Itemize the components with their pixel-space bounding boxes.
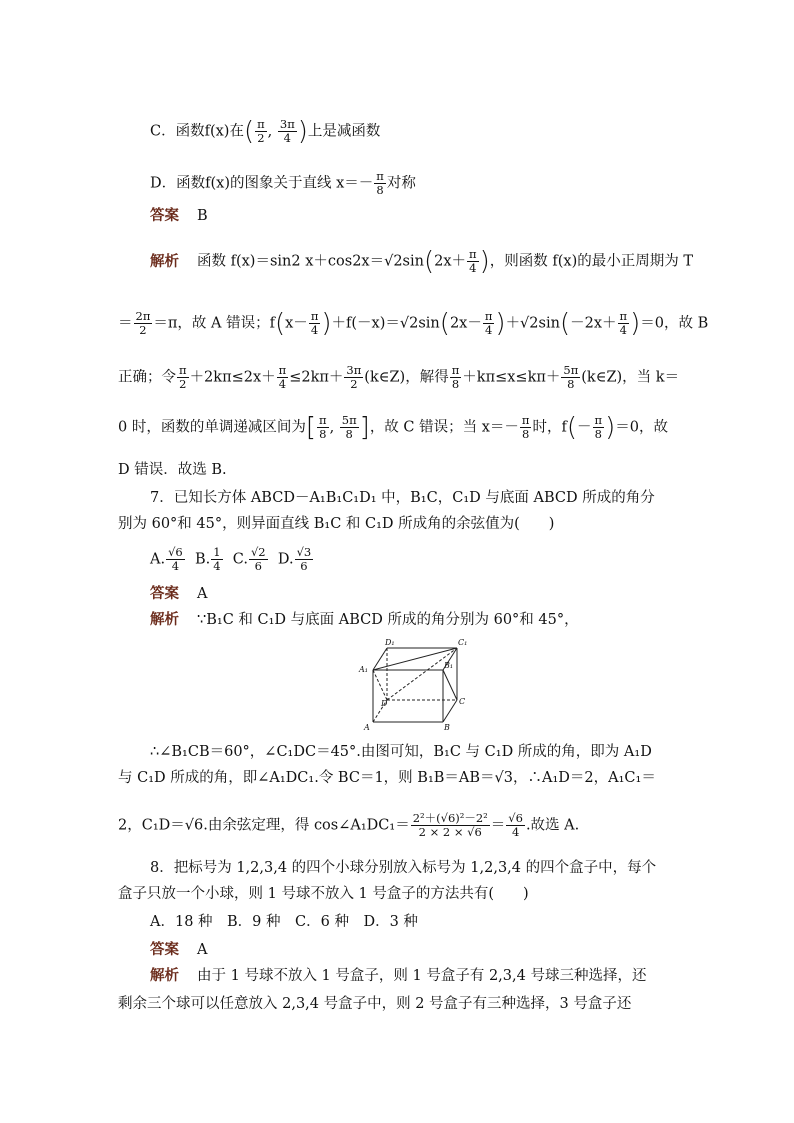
solution-line: 剩余三个球可以任意放入 2,3,4 号盒子中，则 2 号盒子有三种选择，3 号盒子还 [118,996,632,1012]
paren-right: ) [630,308,641,339]
fraction: $\frac{√3}{6}$ [296,545,312,573]
solution-text: ≤2kπ＋ [289,369,344,386]
paren-right: ) [495,308,506,339]
fraction: $\frac{3\pi}{2}$ [346,363,362,391]
fraction: $\frac{\pi}{8}$ [376,169,384,197]
option-b-label: B. [194,551,211,568]
fraction: $\frac{\pi}{8}$ [451,363,460,391]
solution-text: 由于 1 号球不放入 1 号盒子，则 1 号盒子有 2,3,4 号球三种选择，还 [197,968,647,984]
options-row: A．18 种 B．9 种 C．6 种 D．3 种 [150,914,418,930]
paren-right: ) [297,116,308,147]
fraction: $\frac{\pi}{4}$ [484,309,493,337]
label-b1: B₁ [444,661,454,670]
fraction: $\frac{3\pi}{4}$ [279,117,295,145]
fraction: $\frac{\pi}{8}$ [594,413,603,441]
paren-right: ) [321,308,332,339]
question-stem: 8．把标号为 1,2,3,4 的四个小球分别放入标号为 1,2,3,4 的四个盒子中，每个 [150,860,657,876]
answer-row [150,206,208,226]
diagonal-dc1 [387,648,457,700]
option-d-text: D．函数f(x)的图象关于直线 x＝－ [150,175,374,192]
answer-label: 答案 [150,208,179,224]
paren-left: ( [559,308,571,339]
diagonal-a1d [373,670,387,700]
answer-row [150,584,207,604]
solution-text: ，故 C 错误；当 x＝－ [369,419,519,436]
solution-text: ＝0，故 [615,419,668,436]
option-d-tail: 对称 [386,175,416,192]
paren-right: ) [479,246,490,277]
solution-text: － [577,419,592,436]
fraction: $\frac{5\pi}{8}$ [563,363,579,391]
options-row [150,546,314,573]
solution-text: 时，f [532,419,567,436]
answer-label: 答案 [150,942,179,958]
cuboid-diagram [355,636,475,732]
solution-text: ＝π，故 A 错误；f [153,315,275,332]
solution-text: ＋√2sin [505,315,560,332]
solution-text: ，则函数 f(x)的最小正周期为 T [489,253,694,270]
bracket-right: ] [359,412,370,443]
option-c-tail: 上是减函数 [307,123,381,140]
solution-label: 解析 [150,612,179,628]
label-a: A [364,723,370,732]
solution-text: 2x－ [449,315,482,332]
fraction: $\frac{√6}{4}$ [168,545,183,573]
label-a1: A₁ [359,665,368,674]
fraction: $\frac{\pi}{4}$ [278,363,287,391]
fraction: $\frac{\pi}{8}$ [319,413,327,441]
solution-line [150,248,693,275]
solution-line: ∴∠B₁CB＝60°，∠C₁DC＝45°.由图可知，B₁C 与 C₁D 所成的角，即为 A₁D [150,744,652,760]
option-d [150,170,416,197]
solution-line: 与 C₁D 所成的角，即∠A₁DC₁.令 BC＝1，则 B₁B＝AB＝√3，∴A₁D＝2，A₁C₁＝ [118,770,656,786]
solution-text: x－ [285,315,308,332]
label-b: B [444,723,450,732]
solution-text: ＋2kπ≤2x＋ [189,369,276,386]
answer-value: A [197,942,208,958]
solution-text: 正确；令 [118,369,176,386]
solution-text: ＋f(－x)＝√2sin [331,315,440,332]
option-c-text: C．函数f(x)在 [150,123,244,140]
paren-left: ( [274,308,286,339]
option-c: C．函数f(x)在( $\frac{\pi}{2}$ , $\frac{3\pi}{4}$ )上是减函数 [150,116,381,147]
fraction: $\frac{\pi}{4}$ [310,309,319,337]
question-stem: 别为 60°和 45°，则异面直线 B₁C 和 C₁D 所成角的余弦值为( ) [118,516,555,532]
paren-left: ( [566,412,578,443]
answer-row [150,940,207,960]
solution-line: D 错误．故选 B. [118,462,227,478]
fraction: $\frac{5\pi}{8}$ [341,413,357,441]
fraction: $\frac{2\pi}{2}$ [135,309,151,337]
label-d: D [381,699,388,708]
solution-line [150,966,646,986]
answer-value: B [197,208,208,224]
solution-text: 2，C₁D＝√6.由余弦定理，得 cos∠A₁DC₁＝ [118,817,410,834]
solution-text: ＋kπ≤x≤kπ＋ [462,369,561,386]
fraction: $\frac{\text{2²＋(√6)²－2²}}{2 \times 2 \times √6}$ [412,811,488,839]
solution-line [118,812,579,839]
question-stem: 7．已知长方体 ABCD－A₁B₁C₁D₁ 中，B₁C，C₁D 与底面 ABCD 所成的角分 [150,490,655,506]
fraction: $\frac{√2}{6}$ [250,545,266,573]
fraction: $\frac{\pi}{2}$ [179,363,187,391]
solution-text: ∵B₁C 和 C₁D 与底面 ABCD 所成的角分别为 60°和 45°， [197,612,579,628]
solution-text: ＝ [490,817,506,834]
solution-line [118,310,708,337]
solution-label: 解析 [150,253,179,270]
solution-label: 解析 [150,968,179,984]
paren-left: ( [439,308,450,339]
label-d1: D₁ [385,638,395,647]
option-c-label: C. [232,551,248,568]
fraction: $\frac{\pi}{2}$ [257,117,265,145]
solution-line [118,364,679,391]
solution-line: 0 时，函数的单调递减区间为[ $\frac{\pi}{8}$ , $\frac{5\pi}{8}$ ]，故 C 错误；当 x＝－ $\frac{\pi}{8}$ 时，f(－ $\frac{\pi}{8}$ )＝0，故 [118,412,668,443]
paren-right: ) [605,412,616,443]
solution-text: ＝0，故 B [640,315,709,332]
label-c: C [459,697,466,706]
solution-text: .故选 A. [525,817,580,834]
bracket-left: [ [305,412,316,443]
paren-left: ( [423,246,435,277]
fraction: $\frac{\pi}{4}$ [619,309,628,337]
answer-value: A [197,586,208,602]
solution-text: ＝ [118,315,133,332]
solution-text: 函数 f(x)＝sin2 x＋cos2x＝√2sin [197,253,424,270]
option-a-label: A. [150,551,166,568]
paren-left: ( [243,116,255,147]
edge [443,700,457,722]
diagonal-b1c [443,670,457,700]
solution-line [150,610,579,630]
solution-text: (k∈Z)，解得 [364,369,449,386]
fraction: $\frac{1}{4}$ [213,545,221,573]
fraction: $\frac{\pi}{4}$ [469,247,477,275]
solution-text: 0 时，函数的单调递减区间为 [118,419,306,436]
answer-label: 答案 [150,586,179,602]
fraction: $\frac{\pi}{8}$ [521,413,530,441]
label-c1: C₁ [458,638,468,647]
fraction: $\frac{√6}{4}$ [508,811,523,839]
solution-text: 2x＋ [434,253,467,270]
solution-text: (k∈Z)，当 k＝ [581,369,680,386]
question-stem: 盒子只放一个小球，则 1 号球不放入 1 号盒子的方法共有( ) [118,886,529,902]
solution-text: －2x＋ [570,315,617,332]
option-d-label: D. [277,551,294,568]
